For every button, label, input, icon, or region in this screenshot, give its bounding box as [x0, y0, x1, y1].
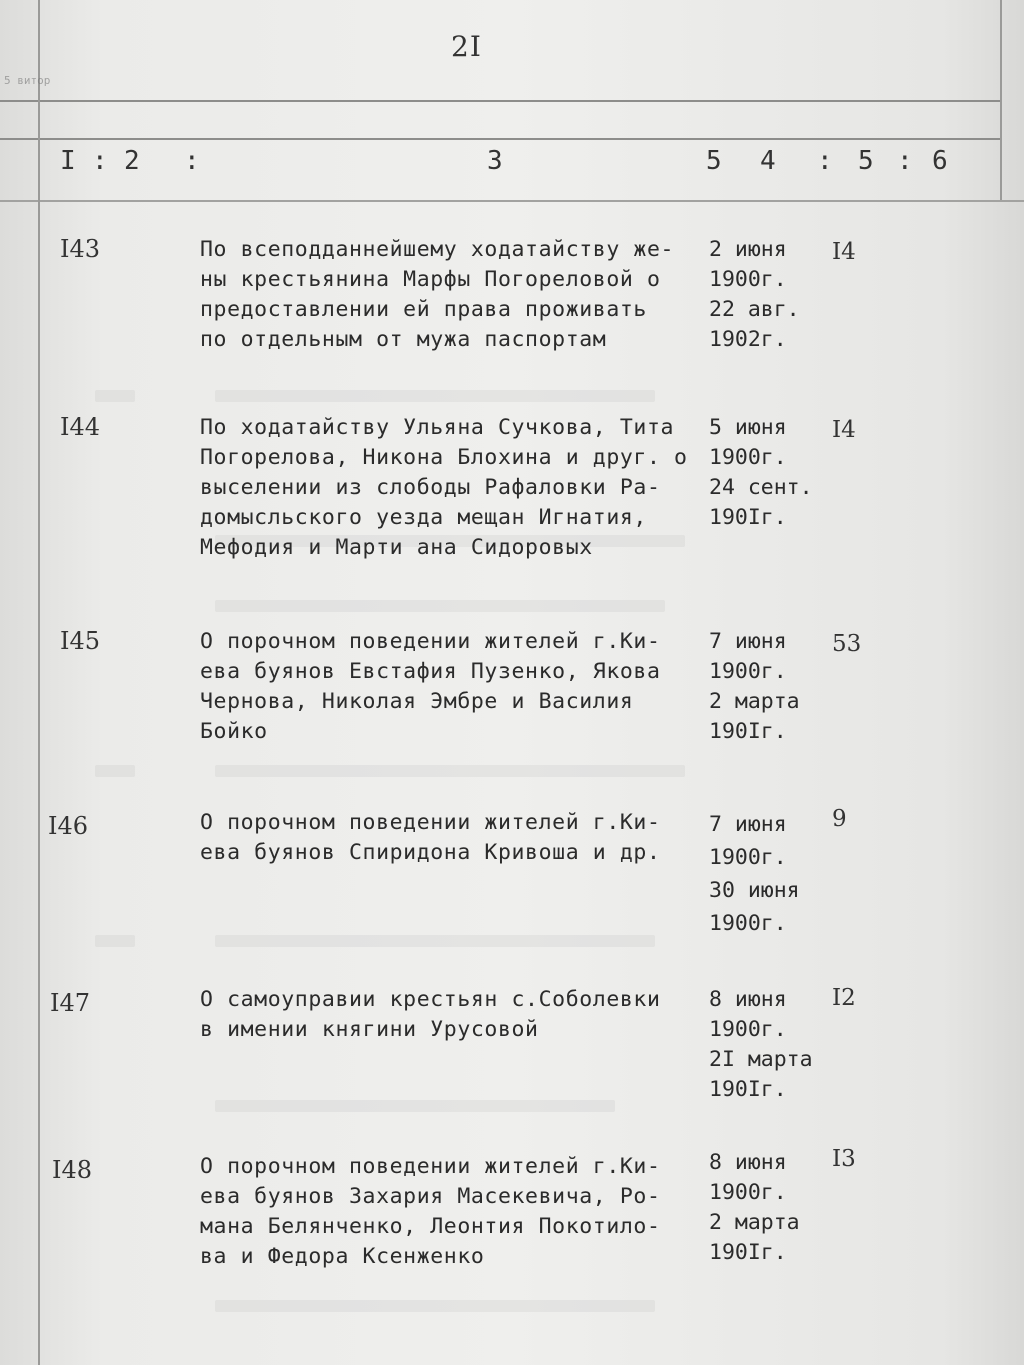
case-number: I48	[52, 1156, 93, 1184]
column-header-separator: :	[817, 146, 833, 176]
end-date: 24 сент.	[709, 475, 813, 500]
end-year: 1900г.	[709, 911, 787, 936]
end-date: 2I марта	[709, 1047, 813, 1072]
description-line: По всеподданнейшему ходатайству же-	[200, 237, 675, 262]
header-fragment: 5 витор	[4, 74, 51, 87]
case-dates	[709, 235, 800, 355]
start-year: 1900г.	[709, 445, 787, 470]
description-line: ны крестьянина Марфы Погореловой о	[200, 267, 661, 292]
case-description	[200, 985, 700, 1045]
column-header-4: 4	[760, 146, 776, 176]
start-date: 7 июня	[709, 812, 787, 837]
description-line: О порочном поведении жителей г.Ки-	[200, 810, 661, 835]
description-line: выселении из слободы Рафаловки Ра-	[200, 475, 661, 500]
end-year: 190Iг.	[709, 719, 787, 744]
description-line: О порочном поведении жителей г.Ки-	[200, 1154, 661, 1179]
start-year: 1900г.	[709, 659, 787, 684]
description-line: ева буянов Захария Масекевича, Ро-	[200, 1184, 661, 1209]
description-line: ева буянов Евстафия Пузенко, Якова	[200, 659, 661, 684]
end-date: 2 марта	[709, 1210, 800, 1235]
page-number: 2I	[451, 30, 482, 63]
column-header-separator: :	[92, 146, 108, 176]
case-description	[200, 1152, 700, 1272]
description-line: О самоуправии крестьян с.Соболевки	[200, 987, 661, 1012]
header-bottom-rule	[0, 200, 1024, 202]
case-number: I47	[50, 989, 91, 1017]
description-line: домысльского уезда мещан Игнатия,	[200, 505, 647, 530]
case-description	[200, 413, 700, 563]
case-description	[200, 627, 700, 747]
sheet-count: I4	[832, 417, 856, 443]
case-dates	[709, 1148, 800, 1268]
case-number: I43	[60, 235, 101, 263]
case-description	[200, 808, 700, 868]
start-year: 1900г.	[709, 267, 787, 292]
sheet-count: I4	[832, 239, 856, 265]
sheet-count: 9	[832, 806, 847, 832]
description-line: О порочном поведении жителей г.Ки-	[200, 629, 661, 654]
description-line: Погорелова, Никона Блохина и друг. о	[200, 445, 688, 470]
start-year: 1900г.	[709, 1017, 787, 1042]
description-line: ва и Федора Ксенженко	[200, 1244, 485, 1269]
column-header-3: 3	[487, 146, 503, 176]
start-date: 8 июня	[709, 987, 787, 1012]
description-line: Мефодия и Марти ана Сидоровых	[200, 535, 593, 560]
description-line: Чернова, Николая Эмбре и Василия	[200, 689, 634, 714]
column-header-5-overstrike: 5	[706, 146, 722, 176]
case-dates	[709, 808, 800, 940]
column-header-separator: :	[897, 146, 913, 176]
start-date: 8 июня	[709, 1150, 787, 1175]
start-year: 1900г.	[709, 1180, 787, 1205]
start-date: 5 июня	[709, 415, 787, 440]
column-header-separator: :	[184, 146, 200, 176]
case-description	[200, 235, 700, 355]
description-line: предоставлении ей права проживать	[200, 297, 647, 322]
description-line: Бойко	[200, 719, 268, 744]
description-line: мана Белянченко, Леонтия Покотило-	[200, 1214, 661, 1239]
description-line: по отдельным от мужа паспортам	[200, 327, 607, 352]
case-dates	[709, 985, 813, 1105]
description-line: в имении княгини Урусовой	[200, 1017, 539, 1042]
column-header-2: 2	[124, 146, 140, 176]
case-dates	[709, 413, 813, 533]
column-header-5: 5	[858, 146, 874, 176]
sheet-count: I2	[832, 985, 856, 1011]
column-header-1: I	[60, 146, 76, 176]
table-top-rule	[0, 100, 1000, 102]
end-year: 190Iг.	[709, 1240, 787, 1265]
sheet-count: 53	[832, 631, 862, 657]
header-top-rule	[0, 138, 1000, 140]
column-rule-1	[38, 0, 40, 1365]
right-border-rule	[1000, 0, 1002, 200]
case-dates	[709, 627, 800, 747]
start-date: 7 июня	[709, 629, 787, 654]
case-number: I45	[60, 627, 101, 655]
end-date: 22 авг.	[709, 297, 800, 322]
end-date: 2 марта	[709, 689, 800, 714]
start-year: 1900г.	[709, 845, 787, 870]
description-line: По ходатайству Ульяна Сучкова, Тита	[200, 415, 675, 440]
end-year: 1902г.	[709, 327, 787, 352]
description-line: ева буянов Спиридона Кривоша и др.	[200, 840, 661, 865]
end-date: 30 июня	[709, 878, 800, 903]
column-header-6: 6	[932, 146, 948, 176]
case-number: I44	[60, 413, 101, 441]
start-date: 2 июня	[709, 237, 787, 262]
end-year: 190Iг.	[709, 1077, 787, 1102]
end-year: 190Iг.	[709, 505, 787, 530]
case-number: I46	[48, 812, 89, 840]
sheet-count: I3	[832, 1146, 856, 1172]
